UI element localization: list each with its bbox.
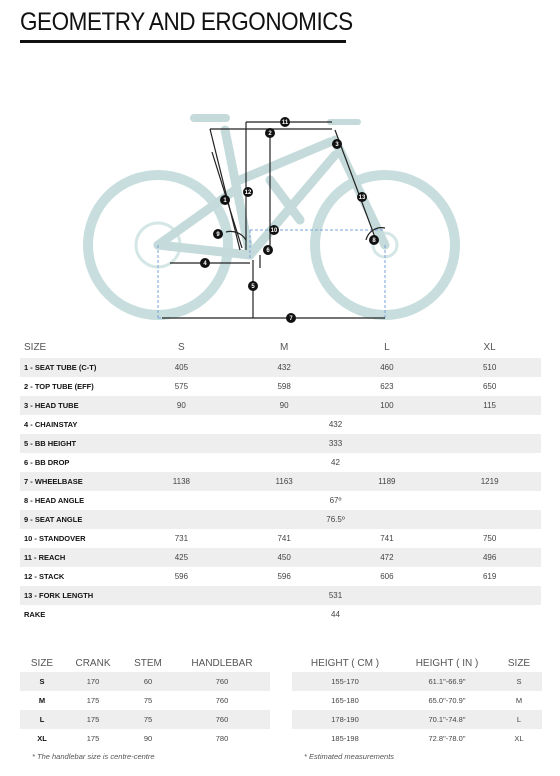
geometry-row [20, 605, 541, 624]
marker-11 [280, 117, 290, 127]
geometry-value: 1219 [480, 477, 499, 486]
geometry-row-label: 11 - REACH [24, 553, 66, 562]
geometry-value: 598 [277, 382, 291, 391]
rider-height: 178-190 [331, 715, 359, 724]
geometry-shared-value: 76.5º [326, 515, 345, 524]
marker-6 [263, 245, 273, 255]
rider-row [292, 729, 542, 748]
geometry-value: 596 [174, 572, 189, 581]
svg-text:5: 5 [251, 284, 255, 290]
geometry-shared-value: 44 [331, 610, 340, 619]
geometry-value: 731 [174, 534, 189, 543]
components-size-header: SIZE [30, 657, 54, 669]
estimated-note: * Estimated measurements [304, 752, 395, 761]
geometry-row-label: 13 - FORK LENGTH [24, 591, 94, 600]
geometry-value: 750 [482, 534, 497, 543]
geometry-row-label: 7 - WHEELBASE [24, 477, 83, 486]
geometry-row [20, 472, 541, 491]
geometry-value: 90 [279, 401, 289, 410]
geometry-row-label: RAKE [24, 610, 46, 619]
marker-12 [243, 187, 253, 197]
components-value: 760 [215, 715, 229, 724]
size-l-header: L [384, 342, 390, 353]
marker-3 [332, 139, 342, 149]
bike-geometry-diagram [0, 100, 560, 335]
svg-text:13: 13 [358, 195, 366, 201]
marker-8 [369, 235, 379, 245]
rider-height: 70.1"-74.8" [428, 715, 466, 724]
rider-height: 185-198 [331, 734, 359, 743]
geometry-value: 472 [380, 553, 394, 562]
geometry-value: 596 [277, 572, 291, 581]
geometry-row-label: 10 - STANDOVER [24, 534, 86, 543]
rider-size: L [516, 715, 522, 724]
geometry-row [20, 434, 541, 453]
components-value: 760 [215, 696, 229, 705]
geometry-value: 450 [277, 553, 291, 562]
rider-size-table [292, 654, 542, 761]
svg-text:9: 9 [216, 232, 220, 238]
geometry-value: 90 [176, 401, 186, 410]
svg-text:12: 12 [244, 190, 252, 196]
components-size: S [39, 677, 45, 686]
svg-text:4: 4 [203, 261, 207, 267]
components-row [20, 729, 270, 748]
svg-text:2: 2 [268, 131, 272, 137]
geometry-value: 115 [483, 401, 496, 410]
marker-5 [248, 281, 258, 291]
marker-9 [213, 229, 223, 239]
svg-text:1: 1 [223, 198, 227, 204]
geometry-value: 575 [174, 382, 189, 391]
geometry-value: 619 [482, 572, 497, 581]
size-column-header: SIZE [24, 342, 47, 353]
geometry-row-label: 8 - HEAD ANGLE [24, 496, 85, 505]
geometry-row [20, 377, 541, 396]
geometry-value: 432 [277, 363, 291, 372]
marker-10 [269, 225, 279, 235]
geometry-row-label: 12 - STACK [24, 572, 65, 581]
components-value: 75 [143, 696, 153, 705]
size-m-header: M [279, 342, 289, 353]
components-value: 175 [86, 734, 100, 743]
geometry-row [20, 453, 541, 472]
components-rows [20, 672, 270, 748]
geometry-value: 650 [482, 382, 497, 391]
rider-height: 155-170 [331, 677, 359, 686]
rider-header-row [292, 654, 542, 672]
size-xl-header: XL [483, 342, 496, 353]
geometry-shared-value: 42 [331, 458, 340, 467]
components-size: M [38, 696, 46, 705]
geometry-row-label: 1 - SEAT TUBE (C-T) [24, 363, 97, 372]
components-value: 175 [86, 715, 100, 724]
geometry-row-label: 4 - CHAINSTAY [24, 420, 78, 429]
rider-size: XL [514, 734, 524, 743]
geometry-value: 100 [380, 401, 394, 410]
components-value: 90 [143, 734, 153, 743]
geometry-value: 741 [277, 534, 291, 543]
components-value: 170 [86, 677, 100, 686]
geometry-row [20, 567, 541, 586]
rider-row [292, 710, 542, 729]
svg-text:8: 8 [372, 238, 376, 244]
rider-height: 61.1"-66.9" [428, 677, 466, 686]
height-cm-header: HEIGHT ( CM ) [310, 657, 380, 669]
geometry-value: 405 [174, 363, 189, 372]
geometry-value: 1138 [172, 477, 190, 486]
marker-2 [265, 128, 275, 138]
geometry-value: 1163 [275, 477, 293, 486]
svg-text:3: 3 [335, 142, 339, 148]
rider-height: 72.8"-78.0" [428, 734, 466, 743]
components-stem-header: STEM [134, 657, 162, 669]
svg-text:6: 6 [266, 248, 270, 254]
components-value: 60 [143, 677, 153, 686]
geometry-value: 496 [482, 553, 497, 562]
components-size: L [39, 715, 45, 724]
geometry-row [20, 586, 541, 605]
geometry-shared-value: 432 [328, 420, 343, 429]
bike-frame [158, 130, 385, 255]
components-row [20, 672, 270, 691]
marker-1 [220, 195, 230, 205]
geometry-row-label: 9 - SEAT ANGLE [24, 515, 83, 524]
svg-text:10: 10 [270, 228, 278, 234]
geometry-value: 741 [380, 534, 394, 543]
rider-rows [292, 672, 542, 748]
geometry-value: 1189 [378, 477, 396, 486]
components-value: 760 [215, 677, 229, 686]
geometry-row [20, 510, 541, 529]
components-row [20, 710, 270, 729]
svg-text:11: 11 [281, 120, 289, 126]
height-in-header: HEIGHT ( IN ) [415, 657, 479, 669]
geometry-row [20, 548, 541, 567]
components-header-row [20, 654, 270, 672]
saddle [190, 114, 230, 122]
geometry-row [20, 491, 541, 510]
geometry-row [20, 358, 541, 377]
rider-height: 165-180 [331, 696, 359, 705]
geometry-shared-value: 333 [328, 439, 343, 448]
geometry-value: 623 [380, 382, 394, 391]
geometry-rows [20, 358, 541, 624]
geometry-header-row [20, 337, 541, 358]
svg-text:7: 7 [289, 316, 293, 322]
size-s-header: S [178, 342, 185, 353]
components-crank-header: CRANK [75, 657, 111, 669]
components-handlebar-header: HANDLEBAR [191, 657, 253, 669]
marker-7 [286, 313, 296, 323]
rider-row [292, 672, 542, 691]
geometry-value: 460 [380, 363, 394, 372]
geometry-row-label: 5 - BB HEIGHT [24, 439, 77, 448]
components-size: XL [37, 734, 47, 743]
rider-height: 65.0"-70.9" [428, 696, 466, 705]
geometry-value: 510 [482, 363, 497, 372]
components-row [20, 691, 270, 710]
components-value: 780 [215, 734, 229, 743]
rider-size: M [515, 696, 523, 705]
marker-13 [357, 192, 367, 202]
geometry-row [20, 529, 541, 548]
handlebar-note: * The handlebar size is centre-centre [32, 752, 155, 761]
rider-size-header: SIZE [507, 657, 531, 669]
geometry-row [20, 415, 541, 434]
rider-row [292, 691, 542, 710]
geometry-shared-value: 531 [328, 591, 343, 600]
geometry-value: 606 [380, 572, 394, 581]
rider-size: S [516, 677, 522, 686]
title-underline [20, 40, 346, 43]
page-title: GEOMETRY AND ERGONOMICS [20, 8, 353, 36]
components-value: 175 [86, 696, 100, 705]
geometry-table [20, 337, 541, 624]
geometry-row [20, 396, 541, 415]
marker-4 [200, 258, 210, 268]
geometry-value: 425 [174, 553, 189, 562]
geometry-row-label: 3 - HEAD TUBE [24, 401, 79, 410]
geometry-row-label: 2 - TOP TUBE (EFF) [24, 382, 94, 391]
components-table [20, 654, 270, 761]
geometry-row-label: 6 - BB DROP [24, 458, 70, 467]
geometry-shared-value: 67º [329, 496, 342, 505]
components-value: 75 [143, 715, 153, 724]
